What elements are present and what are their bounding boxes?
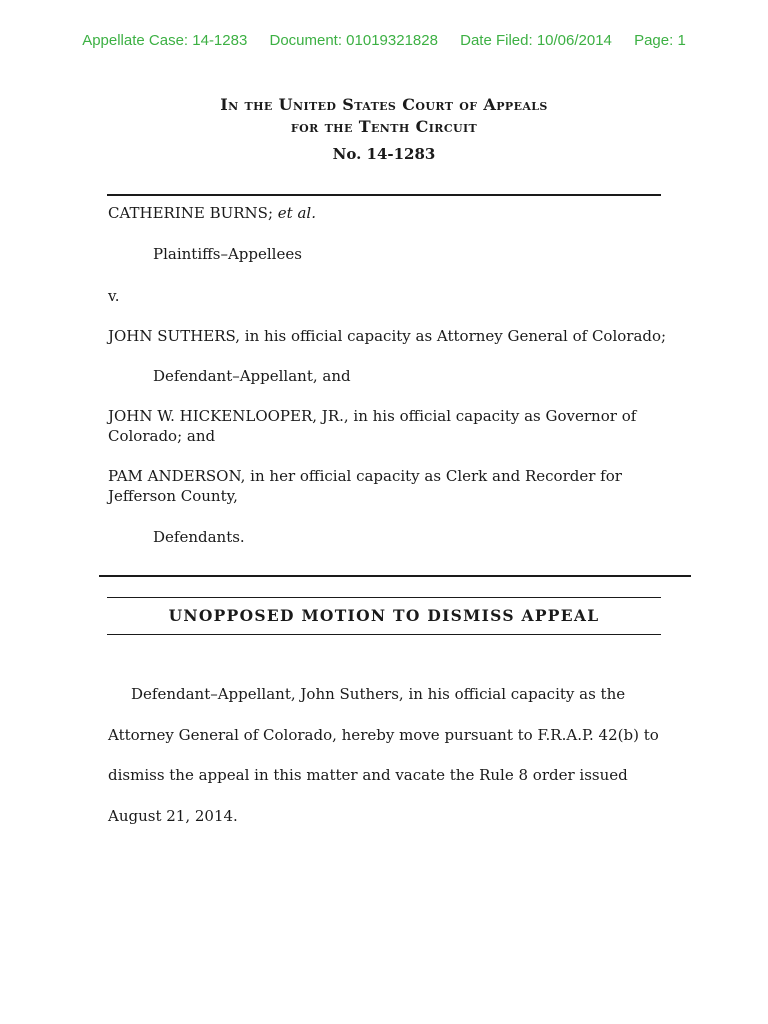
plaintiff-role: Plaintiffs–Appellees: [153, 245, 302, 263]
versus: v.: [108, 287, 120, 305]
court-line-1: In the United States Court of Appeals: [220, 95, 548, 114]
defendant-2: JOHN W. HICKENLOOPER, JR., in his official capacity as Governor of Colorado; and: [108, 407, 637, 445]
title-bottom-rule: [107, 634, 661, 635]
plaintiff-name: [108, 203, 678, 223]
plaintiff-name-text: CATHERINE BURNS;: [108, 204, 273, 222]
caption-top-rule: [107, 194, 661, 196]
case-number: No. 14-1283: [332, 145, 436, 163]
plaintiff-suffix: et al.: [277, 204, 316, 222]
motion-title: UNOPPOSED MOTION TO DISMISS APPEAL: [168, 606, 600, 625]
defendant-1-role: Defendant–Appellant, and: [153, 367, 351, 385]
motion-body: Defendant–Appellant, John Suthers, in his official capacity as the Attorney General of Colorado, hereby move pursuant to F.R.A.P. 42(b) to dismiss the appeal in this matter and vacate the Rule 8 order issued August 21, 2014.: [108, 685, 659, 826]
filing-stamp: [0, 32, 768, 49]
defendant-3: PAM ANDERSON, in her official capacity as Clerk and Recorder for Jefferson County,: [108, 467, 622, 505]
stamp-date-filed: Date Filed: 10/06/2014: [460, 32, 612, 49]
stamp-case: Appellate Case: 14-1283: [82, 32, 248, 49]
stamp-page: Page: 1: [634, 32, 686, 49]
defendants-role: Defendants.: [153, 528, 245, 546]
court-line-2: for the Tenth Circuit: [290, 117, 478, 136]
title-top-rule: [107, 597, 661, 598]
caption-bottom-rule: [99, 575, 691, 577]
court-heading: [0, 94, 768, 138]
defendant-1: JOHN SUTHERS, in his official capacity as Attorney General of Colorado;: [108, 327, 667, 345]
stamp-document: Document: 01019321828: [269, 32, 438, 49]
